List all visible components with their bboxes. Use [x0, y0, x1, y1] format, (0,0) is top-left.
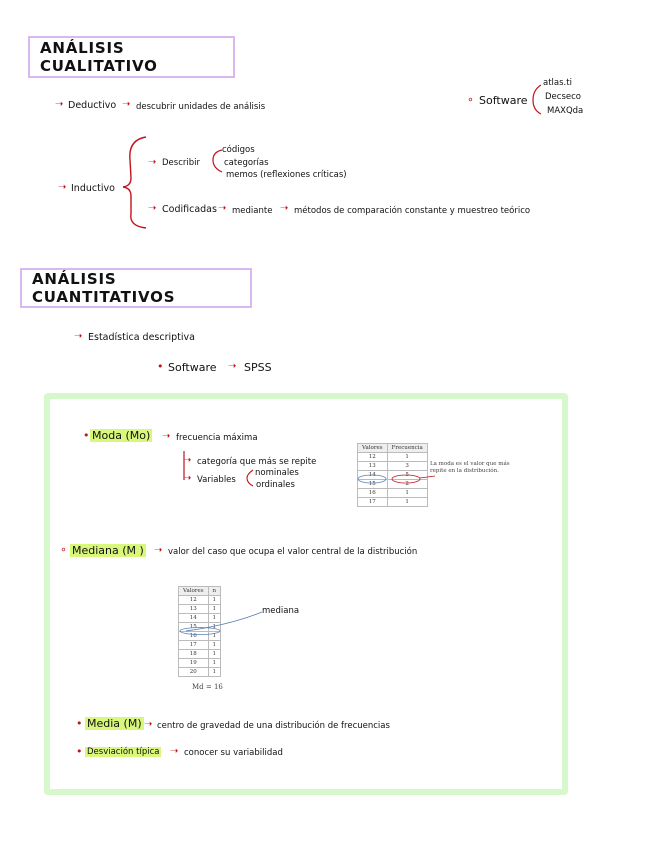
table-cell: 19	[179, 659, 209, 668]
brace-icon	[533, 85, 541, 114]
qual-software-item: MAXQda	[547, 106, 584, 116]
arrow-icon: ➝	[280, 203, 289, 214]
highlight-ellipse	[392, 475, 420, 483]
arrow-icon: ➝	[55, 99, 64, 110]
categoria-label: categoría que más se repite	[197, 457, 317, 467]
table-cell: 1	[208, 623, 221, 632]
arrow-icon: ➝	[58, 182, 67, 193]
desviacion-label: Desviación típica	[87, 747, 160, 757]
arrow-icon: ➝	[228, 361, 237, 372]
quant-software-label: Software	[168, 361, 217, 374]
arrow-icon: ➝	[74, 331, 83, 342]
bullet-icon: •	[83, 429, 90, 442]
arrow-icon: ➝	[148, 203, 157, 214]
section-title-qualitative-text: ANÁLISIS CUALITATIVO	[40, 39, 158, 75]
table-cell: 1	[208, 632, 221, 641]
mediana-annotation: mediana	[262, 606, 300, 616]
qual-software-item: atlas.ti	[543, 78, 572, 88]
bullet-icon: •	[76, 745, 83, 758]
arrow-icon: ➝	[122, 99, 131, 110]
table-cell: 13	[358, 462, 388, 471]
describir-item: códigos	[222, 145, 255, 155]
codificadas-label: Codificadas	[162, 204, 217, 215]
table-cell: 16	[358, 489, 388, 498]
table-cell: 15	[358, 480, 388, 489]
table-cell: 12	[358, 453, 388, 462]
arrow-icon: ➝	[162, 431, 171, 442]
moda-desc: frecuencia máxima	[176, 433, 258, 443]
table-cell: 1	[208, 650, 221, 659]
metodos-label: métodos de comparación constante y muestreo teórico	[294, 206, 531, 216]
table-cell: 1	[387, 453, 427, 462]
arrow-icon: ➝	[144, 719, 153, 730]
arrow-icon: ➝	[183, 473, 192, 484]
table-cell: 15	[179, 623, 209, 632]
media-desc: centro de gravedad de una distribución de frecuencias	[157, 721, 390, 731]
table-cell: 3	[387, 462, 427, 471]
qual-software-label: Software	[479, 94, 528, 107]
variables-label: Variables	[197, 475, 236, 485]
table-cell: 1	[208, 596, 221, 605]
describir-item: memos (reflexiones críticas)	[226, 170, 347, 180]
table-cell: 1	[208, 659, 221, 668]
bullet-icon: •	[76, 717, 83, 730]
deductivo-desc: descubrir unidades de análisis	[136, 102, 266, 112]
highlight-ellipse	[358, 475, 386, 483]
table-cell: 1	[387, 498, 427, 507]
describir-item: categorías	[224, 158, 269, 168]
table-cell: 1	[387, 489, 427, 498]
table-header: Valores	[358, 444, 388, 453]
arrow-icon: ➝	[218, 203, 227, 214]
arrow-icon: ➝	[183, 455, 192, 466]
table-cell: 16	[179, 632, 209, 641]
mediana-label: Mediana (M )	[72, 544, 144, 557]
section-title-quantitative-text: ANÁLISIS CUANTITATIVOS	[32, 270, 176, 306]
table-cell: 13	[179, 605, 209, 614]
arrow-icon: ➝	[154, 545, 163, 556]
variables-item: ordinales	[256, 480, 295, 490]
table-cell: 20	[179, 668, 209, 677]
table-cell: 1	[208, 641, 221, 650]
describir-label: Describir	[162, 158, 200, 168]
mediante-label: mediante	[232, 206, 273, 216]
arrow-icon: ➝	[148, 157, 157, 168]
table-header: Frecuencia	[387, 444, 427, 453]
table-cell: 17	[179, 641, 209, 650]
mediana-table-caption: Md = 16	[192, 683, 223, 691]
table-cell: 14	[358, 471, 388, 480]
table-cell: 18	[179, 650, 209, 659]
table-cell: 5	[387, 471, 427, 480]
media-label: Media (M)	[87, 717, 142, 730]
estadistica-label: Estadística descriptiva	[88, 332, 195, 343]
deductivo-label: Deductivo	[68, 100, 117, 111]
bullet-icon: ∘	[60, 543, 67, 556]
table-cell: 14	[179, 614, 209, 623]
table-cell: 1	[208, 668, 221, 677]
bullet-icon: ∘	[467, 93, 474, 106]
desviacion-desc: conocer su variabilidad	[184, 748, 283, 758]
bullet-icon: •	[157, 360, 164, 373]
connector-line	[186, 612, 262, 631]
arrow-icon: ➝	[170, 746, 179, 757]
table-header: Valores	[179, 587, 209, 596]
brace-icon	[247, 470, 253, 486]
qual-software-item: Decseco	[545, 92, 581, 102]
moda-label: Moda (Mo)	[92, 429, 151, 442]
table-cell: 1	[208, 614, 221, 623]
inductivo-label: Inductivo	[71, 183, 115, 194]
table-cell: 2	[387, 480, 427, 489]
table-cell: 12	[179, 596, 209, 605]
table-cell: 1	[208, 605, 221, 614]
brace-icon	[213, 150, 222, 172]
brace-icon	[123, 137, 146, 228]
variables-item: nominales	[255, 468, 299, 478]
mediana-desc: valor del caso que ocupa el valor central de la distribución	[168, 547, 418, 557]
table-cell: 17	[358, 498, 388, 507]
quant-software-value: SPSS	[244, 361, 272, 374]
moda-table-note: La moda es el valor que más repite en la distribución.	[430, 461, 510, 474]
table-header: n	[208, 587, 221, 596]
